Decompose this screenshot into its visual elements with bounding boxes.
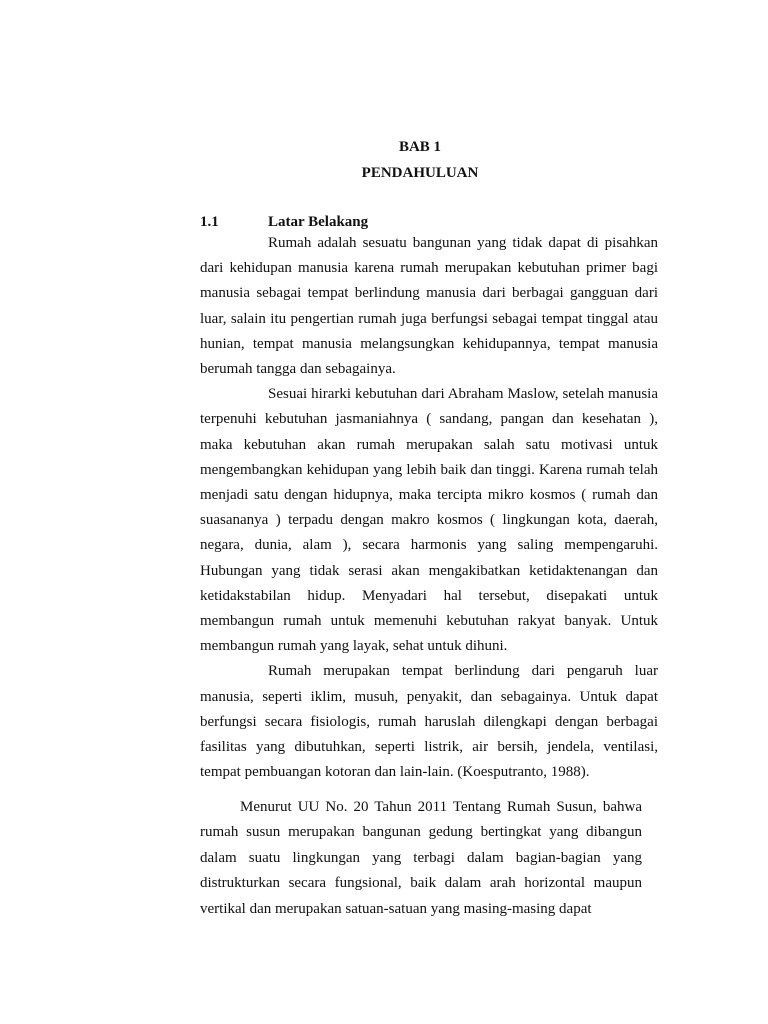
paragraph-uu: Menurut UU No. 20 Tahun 2011 Tentang Rumah Susun, bahwa rumah susun merupakan bangunan gedung bertingkat yang dibangun dalam suatu lingkungan yang terbagi dalam bagian-bagian yang distrukturkan secara fungsional, baik dalam arah horizontal maupun vertikal dan merupakan satuan-satuan yang masing-masing dapat bbox=[200, 799, 642, 917]
paragraph: Sesuai hirarki kebutuhan dari Abraham Maslow, setelah manusia terpenuhi kebutuhan jasmaniahnya ( sandang, pangan dan kesehatan ), maka kebutuhan akan rumah merupakan salah satu motivasi untuk mengembangkan kehidupan yang lebih baik dan tinggi. Karena rumah telah menjadi satu dengan hidupnya, maka tercipta mikro kosmos ( rumah dan suasananya ) terpadu dengan makro kosmos ( lingkungan kota, daerah, negara, dunia, alam ), secara harmonis yang saling mempengaruhi. Hubungan yang tidak serasi akan mengakibatkan ketidaktenangan dan ketidakstabilan hidup. Menyadari hal tersebut, disepakati untuk membangun rumah untuk memenuhi kebutuhan rakyat banyak. Untuk membangun rumah yang layak, sehat untuk dihuni. bbox=[200, 386, 658, 655]
paragraph: Rumah merupakan tempat berlindung dari pengaruh luar manusia, seperti iklim, musuh, penyakit, dan sebagainya. Untuk dapat berfungsi secara fisiologis, rumah haruslah dilengkapi dengan berbagai fasilitas yang dibutuhkan, seperti listrik, air bersih, jendela, ventilasi, tempat pembuangan kotoran dan lain-lain. (Koesputranto, 1988). bbox=[200, 663, 658, 781]
section-body-continued bbox=[200, 795, 642, 922]
chapter-number: BAB 1 bbox=[398, 139, 442, 155]
section-body bbox=[200, 231, 658, 785]
section-number: 1.1 bbox=[200, 214, 219, 230]
section-title: Latar Belakang bbox=[268, 214, 369, 230]
paragraph: Rumah adalah sesuatu bangunan yang tidak dapat di pisahkan dari kehidupan manusia karena rumah merupakan kebutuhan primer bagi manusia sebagai tempat berlindung manusia dari berbagai gangguan dari luar, salain itu pengertian rumah juga berfungsi sebagai tempat tinggal atau hunian, tempat manusia melangsungkan kehidupannya, tempat manusia berumah tangga dan sebagainya. bbox=[200, 235, 658, 378]
chapter-title: PENDAHULUAN bbox=[361, 165, 479, 181]
